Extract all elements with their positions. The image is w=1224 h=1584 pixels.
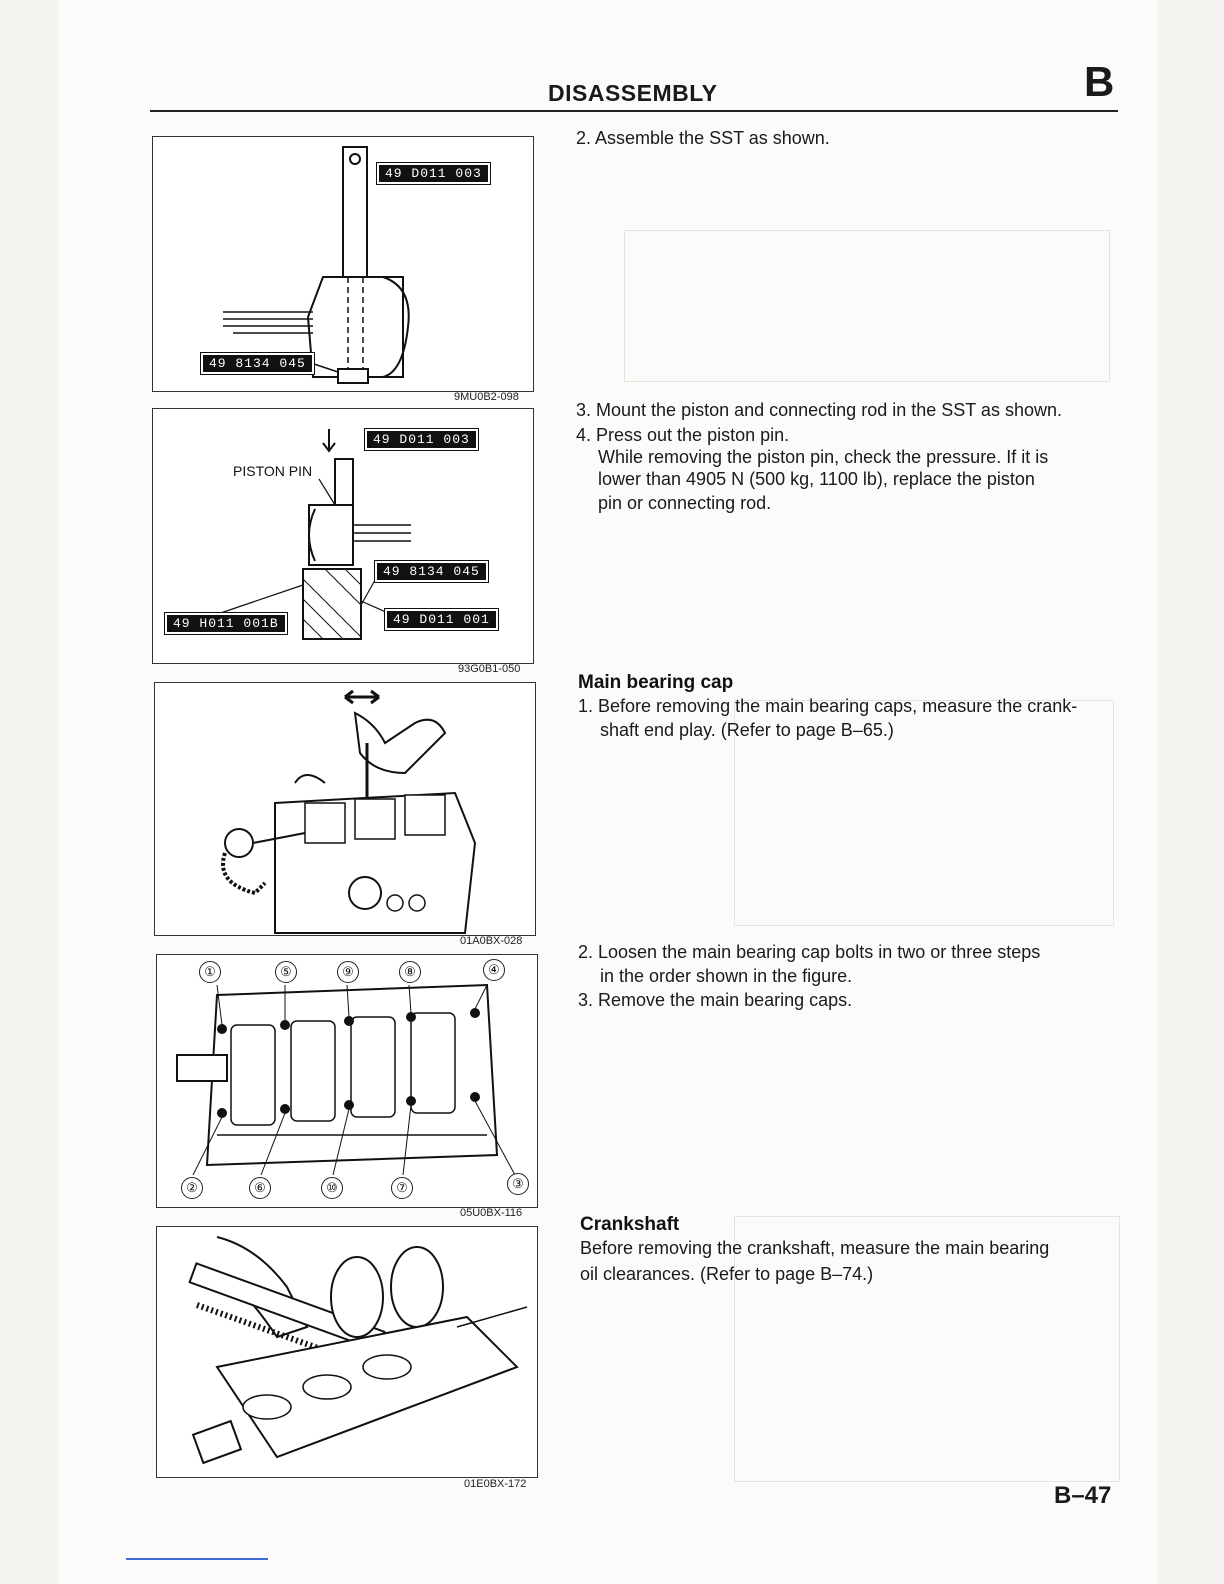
header-rule	[150, 110, 1118, 112]
step-loosen-bolts-2: in the order shown in the figure.	[600, 966, 853, 986]
bolt-number-2: ②	[181, 1177, 203, 1199]
sst-tag-left: 49 H011 001B	[165, 613, 287, 634]
blue-underline-mark	[126, 1558, 268, 1560]
figure-crankshaft	[156, 1226, 538, 1478]
sst-tag-lower: 49 8134 045	[201, 353, 314, 374]
step-assemble-sst: 2. Assemble the SST as shown.	[576, 128, 830, 148]
crankshaft-heading: Crankshaft	[580, 1214, 680, 1235]
figure-code: 01E0BX-172	[464, 1478, 527, 1490]
end-play-illustration	[155, 683, 535, 935]
step-press-detail-2: lower than 4905 N (500 kg, 1100 lb), replace the piston	[598, 469, 1035, 489]
bearing-cap-illustration	[157, 955, 537, 1207]
step-remove-caps: 3. Remove the main bearing caps.	[578, 990, 853, 1010]
step-measure-end-play-1: 1. Before removing the main bearing caps, measure the crank-	[578, 696, 1078, 716]
crankshaft-text-1: Before removing the crankshaft, measure the main bearing	[580, 1238, 1050, 1258]
page-title: DISASSEMBLY	[548, 80, 718, 106]
show-through-box	[624, 230, 1110, 382]
crankshaft-illustration	[157, 1227, 537, 1477]
bolt-number-10: ⑩	[321, 1177, 343, 1199]
figure-code: 9MU0B2-098	[454, 391, 519, 403]
step-press-detail-1: While removing the piston pin, check the pressure. If it is	[598, 447, 1049, 467]
figure-piston-pin-press	[152, 408, 534, 664]
bolt-number-4: ④	[483, 959, 505, 981]
crankshaft-text-2: oil clearances. (Refer to page B–74.)	[580, 1264, 874, 1284]
step-loosen-bolts-1: 2. Loosen the main bearing cap bolts in two or three steps	[578, 942, 1041, 962]
section-letter: B	[1084, 58, 1115, 105]
sst-tag-upper: 49 D011 003	[377, 163, 490, 184]
step-press-out-pin: 4. Press out the piston pin.	[576, 425, 790, 445]
bolt-number-7: ⑦	[391, 1177, 413, 1199]
figure-crankshaft-end-play	[154, 682, 536, 936]
main-bearing-cap-heading: Main bearing cap	[578, 672, 734, 693]
step-measure-end-play-2: shaft end play. (Refer to page B–65.)	[600, 720, 894, 740]
figure-sst-assembly	[152, 136, 534, 392]
bolt-number-9: ⑨	[337, 961, 359, 983]
bolt-number-5: ⑤	[275, 961, 297, 983]
bolt-number-3: ③	[507, 1173, 529, 1195]
piston-pin-callout: PISTON PIN	[233, 463, 313, 479]
sst-tag-right: 49 D011 001	[385, 609, 498, 630]
page-number: B–47	[1054, 1482, 1112, 1509]
figure-code: 93G0B1-050	[458, 663, 521, 675]
figure-code: 05U0BX-116	[460, 1207, 523, 1219]
sst-tag-top: 49 D011 003	[365, 429, 478, 450]
step-mount-piston: 3. Mount the piston and connecting rod in the SST as shown.	[576, 400, 1062, 420]
bolt-number-1: ①	[199, 961, 221, 983]
bolt-number-6: ⑥	[249, 1177, 271, 1199]
figure-code: 01A0BX-028	[460, 935, 523, 947]
figure-bolt-order	[156, 954, 538, 1208]
bolt-number-8: ⑧	[399, 961, 421, 983]
sst-tag-middle: 49 8134 045	[375, 561, 488, 582]
step-press-detail-3: pin or connecting rod.	[598, 493, 772, 513]
